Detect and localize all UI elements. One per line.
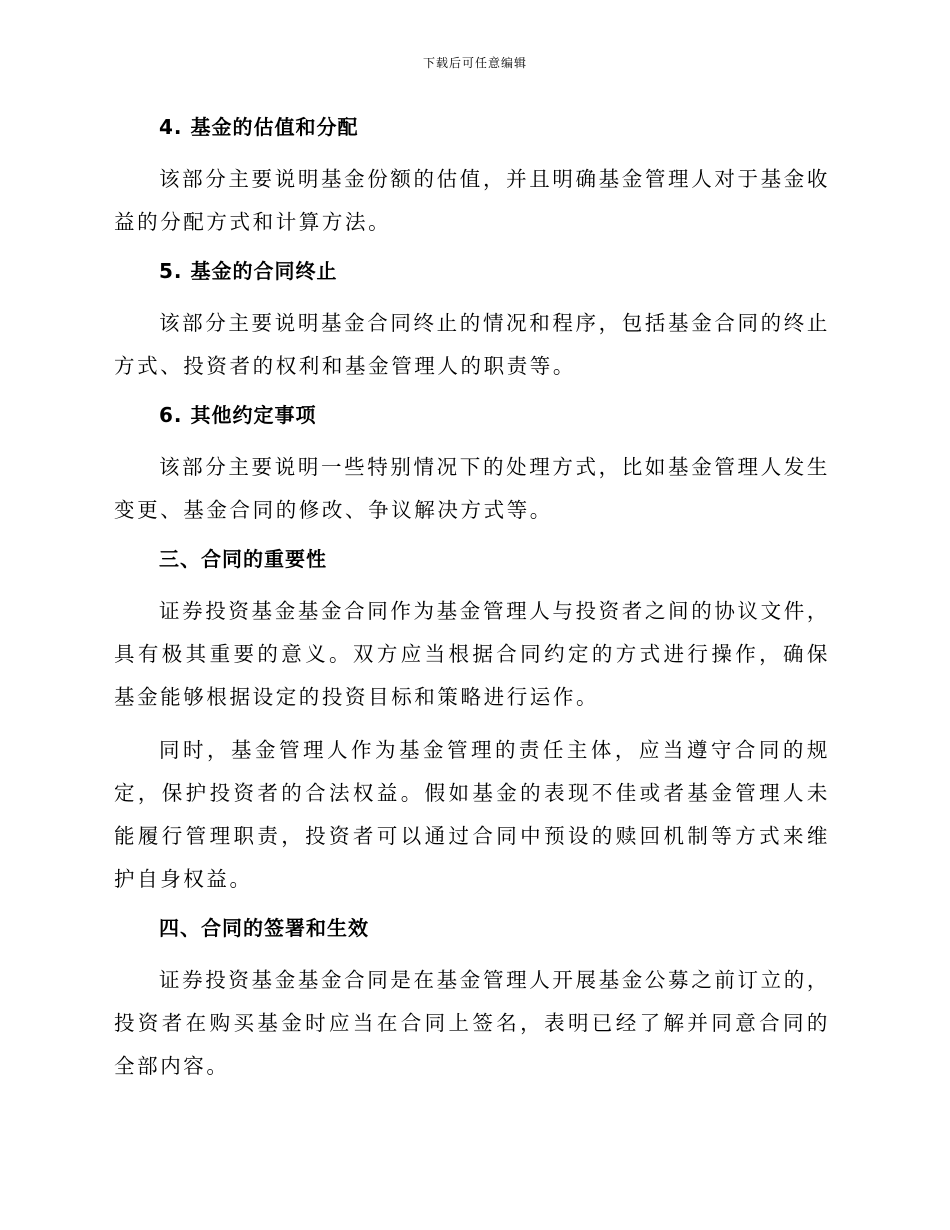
paragraph: 同时，基金管理人作为基金管理的责任主体，应当遵守合同的规定，保护投资者的合法权益。假如基金的表现不佳或者基金管理人未能履行管理职责，投资者可以通过合同中预设的赎回机制等方式来维护自身权益。 xyxy=(114,738,830,891)
paragraph: 该部分主要说明一些特别情况下的处理方式，比如基金管理人发生变更、基金合同的修改、争议解决方式等。 xyxy=(114,455,830,522)
section-heading: 四、合同的签署和生效 xyxy=(159,916,369,940)
section-heading: 5. 基金的合同终止 xyxy=(159,259,338,283)
paragraph: 证券投资基金基金合同是在基金管理人开展基金公募之前订立的，投资者在购买基金时应当在合同上签名，表明已经了解并同意合同的全部内容。 xyxy=(114,968,830,1078)
paragraph: 该部分主要说明基金合同终止的情况和程序，包括基金合同的终止方式、投资者的权利和基金管理人的职责等。 xyxy=(114,311,830,378)
paragraph: 证券投资基金基金合同作为基金管理人与投资者之间的协议文件，具有极其重要的意义。双方应当根据合同约定的方式进行操作，确保基金能够根据设定的投资目标和策略进行运作。 xyxy=(114,599,830,709)
section-heading: 三、合同的重要性 xyxy=(159,547,327,571)
section-heading: 4. 基金的估值和分配 xyxy=(159,115,359,139)
section-contract-importance xyxy=(114,542,830,911)
section-valuation-distribution xyxy=(114,110,830,254)
section-contract-termination xyxy=(114,254,830,398)
paragraph: 该部分主要说明基金份额的估值，并且明确基金管理人对于基金收益的分配方式和计算方法。 xyxy=(114,167,830,234)
document-body xyxy=(114,110,830,1088)
page-header: 下载后可任意编辑 xyxy=(422,56,527,70)
section-heading: 6. 其他约定事项 xyxy=(159,403,317,427)
section-other-matters xyxy=(114,398,830,542)
section-signing-effectiveness xyxy=(114,911,830,1088)
